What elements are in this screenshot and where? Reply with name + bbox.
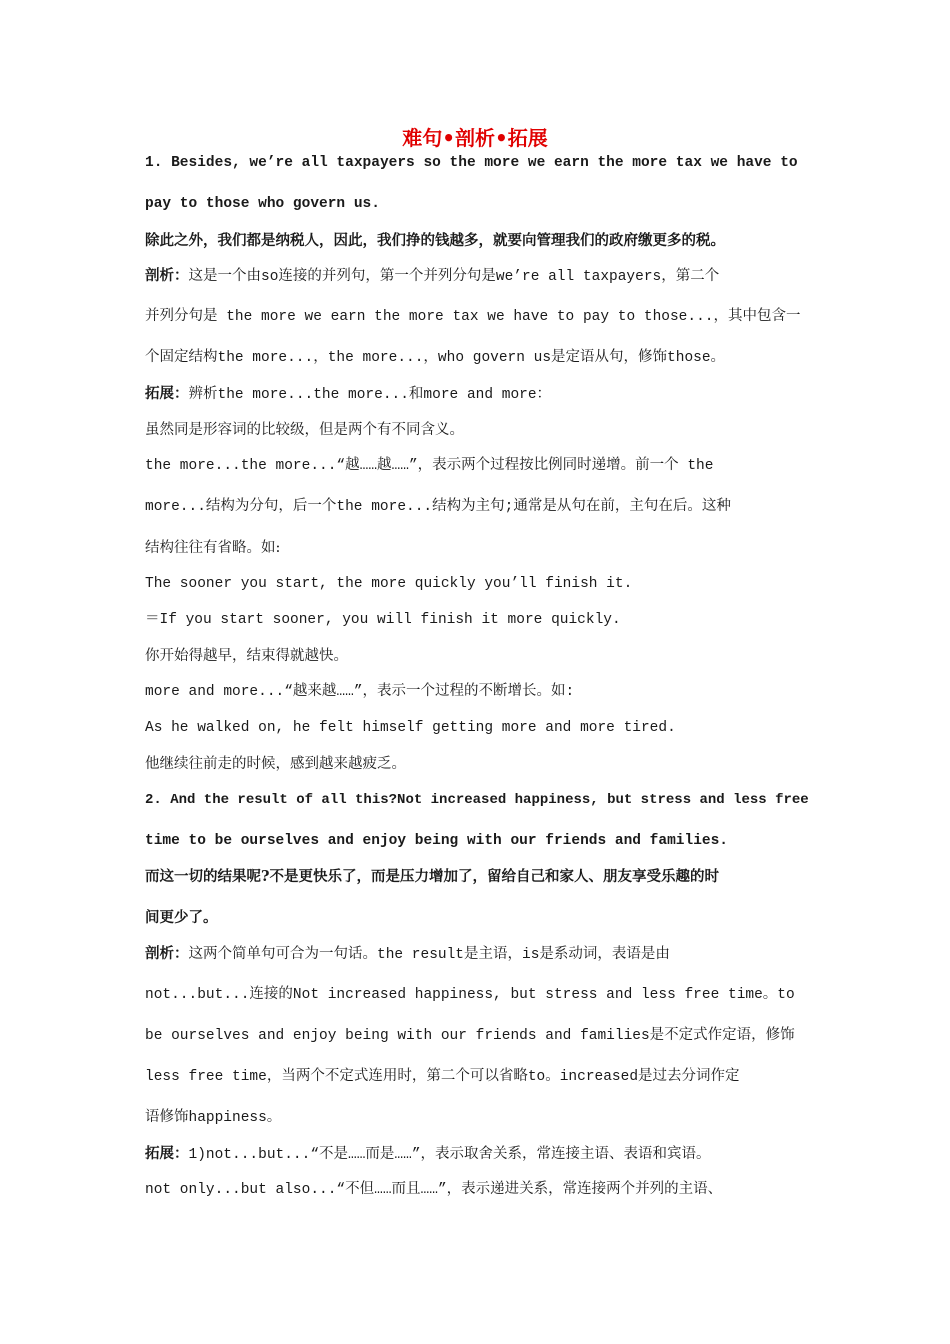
sentence-1-extension-line-4: more...结构为分句，后一个the more...结构为主句;通常是从句在前，主句在后。这种	[145, 499, 731, 515]
analysis-text: 这是一个由so连接的并列句，第一个并列分句是we’re all taxpayers，第二个	[188, 269, 720, 285]
sentence-1-translation: 除此之外，我们都是纳税人，因此，我们挣的钱越多，就要向管理我们的政府缴更多的税。	[145, 232, 725, 249]
example-english-2: ＝If you start sooner, you will finish it more quickly.	[145, 612, 621, 628]
extension-text: 1)not...but...“不是……而是……”，表示取舍关系，常连接主语、表语和宾语。	[188, 1147, 711, 1163]
sentence-2-extension-line-2: not only...but also...“不但……而且……”，表示递进关系，常连接两个并列的主语、	[145, 1182, 723, 1198]
sentence-2-english-line-1: 2. And the result of all this?Not increased happiness, but stress and less free	[145, 792, 809, 808]
analysis-text: 这两个简单句可合为一句话。the result是主语，is是系动词，表语是由	[188, 947, 670, 963]
example-translation-2: 他继续往前走的时候，感到越来越疲乏。	[145, 756, 406, 772]
analysis-label: 剖析：	[145, 267, 189, 284]
sentence-1-analysis-line-3: 个固定结构the more...，the more...，who govern us是定语从句，修饰those。	[145, 350, 726, 366]
sentence-1-extension-line-9: more and more...“越来越……”，表示一个过程的不断增长。如:	[145, 684, 575, 700]
sentence-1-extension-line-2: 虽然同是形容词的比较级，但是两个有不同含义。	[145, 422, 464, 438]
example-english-1: The sooner you start, the more quickly you’ll finish it.	[145, 576, 633, 592]
sentence-1-english-line-2: pay to those who govern us.	[145, 196, 380, 212]
extension-text: 辨析the more...the more...和more and more：	[188, 387, 552, 403]
sentence-1-english-line-1: 1. Besides, we’re all taxpayers so the more we earn the more tax we have to	[145, 155, 798, 171]
sentence-2-english-line-2: time to be ourselves and enjoy being with our friends and families.	[145, 833, 728, 849]
extension-label: 拓展：	[145, 385, 189, 402]
sentence-2-extension-line-1	[145, 1144, 711, 1165]
sentence-2-analysis-line-4: less free time，当两个不定式连用时，第二个可以省略to。increased是过去分词作定	[145, 1069, 740, 1085]
sentence-1-analysis-line-1	[145, 266, 719, 287]
sentence-2-analysis-line-5: 语修饰happiness。	[145, 1110, 282, 1126]
example-english-3: As he walked on, he felt himself getting more and more tired.	[145, 720, 676, 736]
sentence-2-translation-line-1: 而这一切的结果呢?不是更快乐了，而是压力增加了，留给自己和家人、朋友享受乐趣的时	[145, 868, 719, 885]
sentence-2-analysis-line-3: be ourselves and enjoy being with our friends and families是不定式作定语，修饰	[145, 1028, 795, 1044]
sentence-1-extension-line-3: the more...the more...“越……越……”，表示两个过程按比例同时递增。前一个 the	[145, 458, 714, 474]
sentence-1-extension-line-1	[145, 384, 551, 405]
sentence-2-analysis-line-2: not...but...连接的Not increased happiness, but stress and less free time。to	[145, 987, 795, 1003]
sentence-1-analysis-line-2: 并列分句是 the more we earn the more tax we have to pay to those...，其中包含一	[145, 309, 801, 325]
sentence-2-translation-line-2: 间更少了。	[145, 909, 218, 926]
extension-label: 拓展：	[145, 1145, 189, 1162]
page-title: 难句•剖析•拓展	[402, 126, 548, 150]
sentence-2-analysis-line-1	[145, 944, 670, 965]
sentence-1-extension-line-5: 结构往往有省略。如:	[145, 540, 281, 556]
analysis-label: 剖析：	[145, 945, 189, 962]
example-translation-1: 你开始得越早，结束得就越快。	[145, 648, 348, 664]
